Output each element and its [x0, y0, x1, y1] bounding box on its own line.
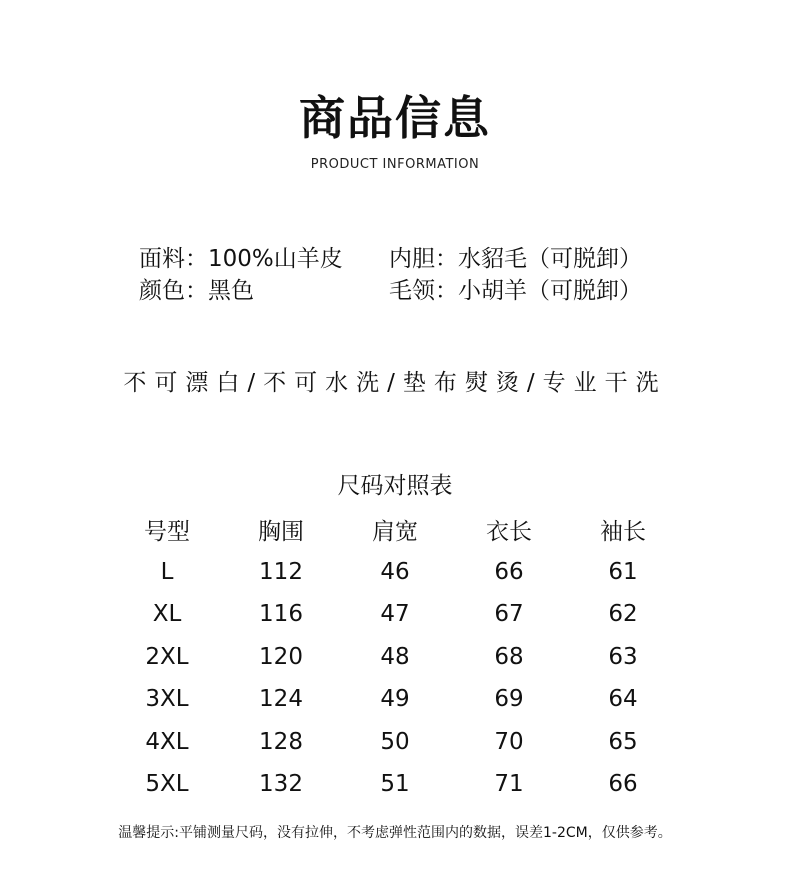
header-cell-chest: 胸围 — [258, 518, 304, 545]
spec-color: 颜色：黑色 — [139, 278, 254, 304]
table-cell: L — [160, 558, 174, 585]
table-cell: 65 — [608, 728, 638, 755]
table-cell: 62 — [608, 601, 638, 628]
header-cell-shoulder: 肩宽 — [372, 518, 418, 545]
spec-lining: 内胆：水貂毛（可脱卸） — [389, 246, 642, 272]
table-cell: 112 — [259, 558, 303, 585]
table-cell: 46 — [380, 558, 410, 585]
table-cell: 61 — [608, 558, 638, 585]
table-cell: 132 — [259, 771, 303, 798]
table-row — [110, 678, 680, 721]
table-cell: 4XL — [145, 728, 189, 755]
table-cell: 71 — [494, 771, 524, 798]
table-row — [110, 763, 680, 806]
table-cell: 3XL — [145, 686, 189, 713]
table-cell: 66 — [608, 771, 638, 798]
care-instructions: 不可漂白/不可水洗/垫布熨烫/专业干洗 — [123, 370, 667, 396]
table-cell: 51 — [380, 771, 410, 798]
table-cell: 66 — [494, 558, 524, 585]
table-cell: 47 — [380, 601, 410, 628]
size-chart-header-row — [110, 508, 680, 551]
table-cell: 128 — [259, 728, 303, 755]
table-row — [110, 593, 680, 636]
table-cell: 50 — [380, 728, 410, 755]
page-title: 商品信息 — [299, 91, 491, 145]
table-row — [110, 636, 680, 679]
page-subtitle: PRODUCT INFORMATION — [310, 157, 480, 172]
header-cell-size: 号型 — [144, 518, 190, 545]
table-cell: 2XL — [145, 643, 189, 670]
size-chart-table — [110, 508, 680, 806]
table-cell: 48 — [380, 643, 410, 670]
table-cell: 116 — [259, 601, 303, 628]
size-chart-title: 尺码对照表 — [337, 473, 453, 499]
table-cell: 64 — [608, 686, 638, 713]
spec-fabric: 面料：100%山羊皮 — [139, 246, 343, 272]
table-row — [110, 721, 680, 764]
table-cell: 70 — [494, 728, 524, 755]
table-cell: 120 — [259, 643, 303, 670]
table-cell: 63 — [608, 643, 638, 670]
table-cell: 69 — [494, 686, 524, 713]
table-cell: 124 — [259, 686, 303, 713]
table-cell: 68 — [494, 643, 524, 670]
header-cell-sleeve: 袖长 — [600, 518, 646, 545]
spec-collar: 毛领：小胡羊（可脱卸） — [389, 278, 642, 304]
table-cell: 49 — [380, 686, 410, 713]
table-row — [110, 551, 680, 594]
header-cell-length: 衣长 — [486, 518, 532, 545]
table-cell: XL — [152, 601, 182, 628]
table-cell: 67 — [494, 601, 524, 628]
measurement-note: 温馨提示:平铺测量尺码，没有拉伸，不考虑弹性范围内的数据，误差1-2CM，仅供参考。 — [118, 825, 672, 841]
table-cell: 5XL — [145, 771, 189, 798]
